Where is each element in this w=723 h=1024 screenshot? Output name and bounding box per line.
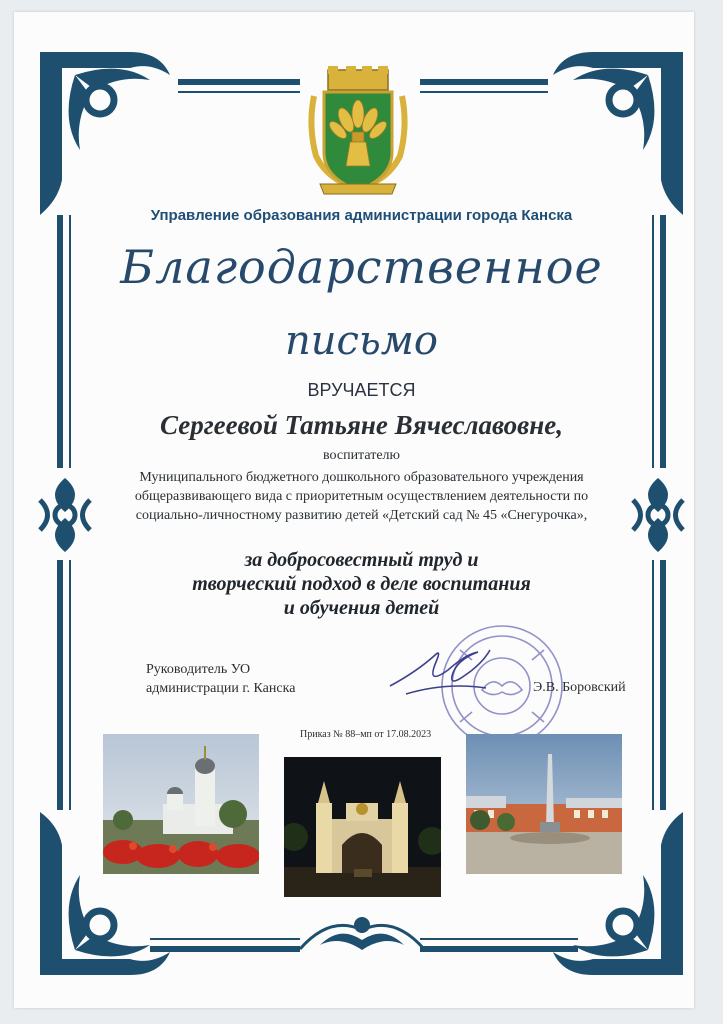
document-title-line2: письмо <box>285 318 438 364</box>
photo-monument <box>466 734 622 874</box>
recipient-name: Сергеевой Татьяне Вячеславовне, <box>160 410 563 440</box>
coat-of-arms-icon <box>306 66 410 196</box>
recipient-role: воспитателю <box>323 448 400 463</box>
photo-gate-night <box>284 757 441 897</box>
reason-line: за добросовестный труд и <box>244 549 479 571</box>
signer-position-line: Руководитель УО <box>146 662 251 677</box>
signature-icon <box>386 642 496 702</box>
photo-church <box>103 734 259 874</box>
institution-line: социально-личностному развитию детей «Детский сад № 45 «Снегурочка», <box>135 508 588 523</box>
signer-position-line: администрации г. Канска <box>146 681 296 696</box>
order-reference: Приказ № 88–мп от 17.08.2023 <box>300 729 432 740</box>
institution-line: общеразвивающего вида с приоритетным осуществлением деятельности по <box>134 489 589 504</box>
awarded-label: ВРУЧАЕТСЯ <box>307 380 416 400</box>
institution-line: Муниципального бюджетного дошкольного образовательного учреждения <box>139 470 584 485</box>
reason-line: и обучения детей <box>283 597 440 619</box>
award-reason <box>0 548 723 620</box>
institution-block <box>100 468 623 525</box>
organization-name: Управление образования администрации города Канска <box>150 207 573 224</box>
document-title: Благодарственное <box>120 240 603 294</box>
reason-line: творческий подход в деле воспитания <box>192 573 531 595</box>
signer-name: Э.В. Боровский <box>533 680 626 695</box>
signer-position <box>146 660 295 698</box>
